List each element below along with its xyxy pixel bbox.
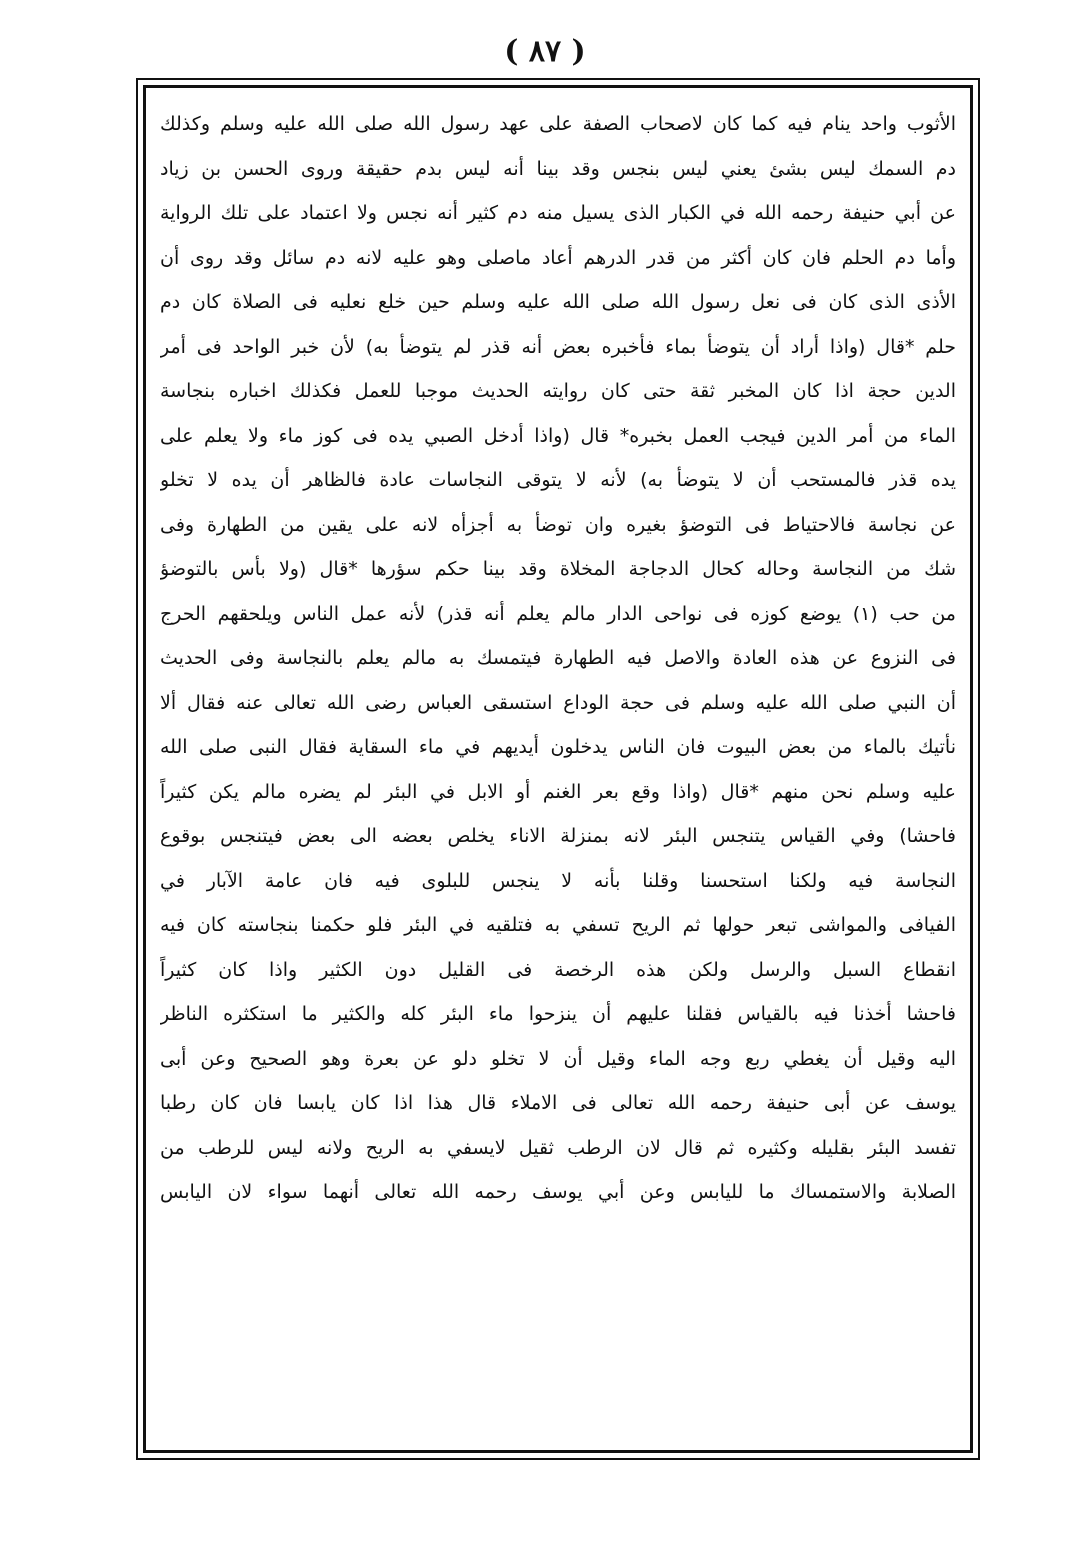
text-line: يوسف عن أبى حنيفة رحمه الله تعالى فى الاملاء قال هذا اذا كان يابسا فان كان رطبا (160, 1092, 956, 1114)
text-line: وأما دم الحلم فان كان أكثر من قدر الدرهم أعاد ماصلى وهو عليه لانه دم سائل وقد روى أن (160, 246, 956, 269)
text-line: فاحشا) وفي القياس يتنجس البئر لانه بمنزلة الاناء يخلص بعضه الى بعض فيتنجس بوقوع (160, 825, 956, 847)
text-line: نأتيك بالماء من بعض البيوت فان الناس يدخلون أيديهم في ماء السقاية فقال النبى صلى الله (160, 736, 956, 758)
text-line: حلم *قال (واذا أراد أن يتوضأ بماء فأخبره بعض أنه قذر لم يتوضأ به) لأن خبر الواحد فى أمر (160, 335, 956, 358)
text-line: شك من النجاسة وحاله كحال الدجاجة المخلاة وقد بينا حكم سؤرها *قال (ولا بأس بالتوضؤ (160, 558, 956, 580)
text-line: من حب (١) يوضع كوزه فى نواحى الدار مالم يعلم أنه قذر) لأنه عمل الناس ويلحقهم الحرج (160, 602, 956, 625)
body-text (160, 102, 956, 1215)
text-line: الدين حجة اذا كان المخبر ثقة حتى كان روايته الحديث موجبا للعمل فكذلك اخباره بنجاسة (160, 380, 956, 402)
page-number: ( ٨٧ ) (504, 34, 586, 69)
text-line: الأثوب واحد ينام فيه كما كان لاصحاب الصفة على عهد رسول الله صلى الله عليه وسلم وكذلك (160, 113, 956, 135)
text-line: النجاسة فيه ولكنا استحسنا وقلنا بأنه لا ينجس للبلوى فيه فان عامة الآبار في (160, 869, 956, 892)
text-line: يده قذر فالمستحب أن لا يتوضأ به) لأنه لا يتوقى النجاسات عادة فالظاهر أن يده لا تخلو (160, 469, 956, 491)
text-line: الأذى الذى كان فى نعل رسول الله صلى الله عليه وسلم حين خلع نعليه فى الصلاة كان دم (160, 291, 956, 313)
text-line: الماء من أمر الدين فيجب العمل بخبره* قال (واذا أدخل الصبي يده فى كوز ماء ولا يعلم على (160, 424, 956, 447)
text-line: انقطاع السبل والرسل ولكن هذه الرخصة فى القليل دون الكثير واذا كان كثيراً (160, 958, 956, 981)
text-line: عليه وسلم نحن منهم *قال (واذا وقع بعر الغنم أو الابل في البئر لم يضره مالم يكن كثيراً (160, 780, 956, 803)
text-line: الفيافى والمواشى تبعر حولها ثم الريح تسفي به فتلقيه في البئر فلو حكمنا بنجاسته كان فيه (160, 914, 956, 936)
text-line: عن أبي حنيفة رحمه الله في الكبار الذى يسيل منه دم كثير أنه نجس ولا اعتماد على تلك الرواية (160, 202, 956, 224)
text-line: فاحشا أخذنا فيه بالقياس فقلنا عليهم أن ينزحوا ماء البئر كله والكثير ما استكثره الناظر (160, 1003, 956, 1025)
text-line: أن النبي صلى الله عليه وسلم فى حجة الوداع استسقى العباس رضى الله تعالى عنه فقال ألا (160, 691, 956, 714)
text-line: الصلابة والاستمساك ما لليابس وعن أبي يوسف رحمه الله تعالى أنهما سواء لان اليابس (160, 1181, 956, 1203)
text-line: فى النزوع عن هذه العادة والاصل فيه الطهارة فيتمسك به مالم يعلم بالنجاسة وفى الحديث (160, 647, 956, 669)
page-border-outer (136, 78, 980, 1460)
text-line: عن نجاسة فالاحتياط فى التوضؤ بغيره وان توضأ به أجزأه لانه على يقين من الطهارة وفى (160, 513, 956, 536)
text-line: دم السمك ليس بشئ يعني ليس بنجس وقد بينا أنه ليس بدم حقيقة وروى الحسن بن زياد (160, 157, 956, 180)
text-line: اليه وقيل أن يغطي ربع وجه الماء وقيل أن لا تخلو دلو عن بعرة وهو الصحيح وعن أبى (160, 1047, 956, 1070)
page-border-inner (143, 85, 973, 1453)
text-line: تفسد البئر بقليله وكثيره ثم قال لان الرطب ثقيل لايسفي به الريح ولانه ليس للرطب من (160, 1136, 956, 1159)
